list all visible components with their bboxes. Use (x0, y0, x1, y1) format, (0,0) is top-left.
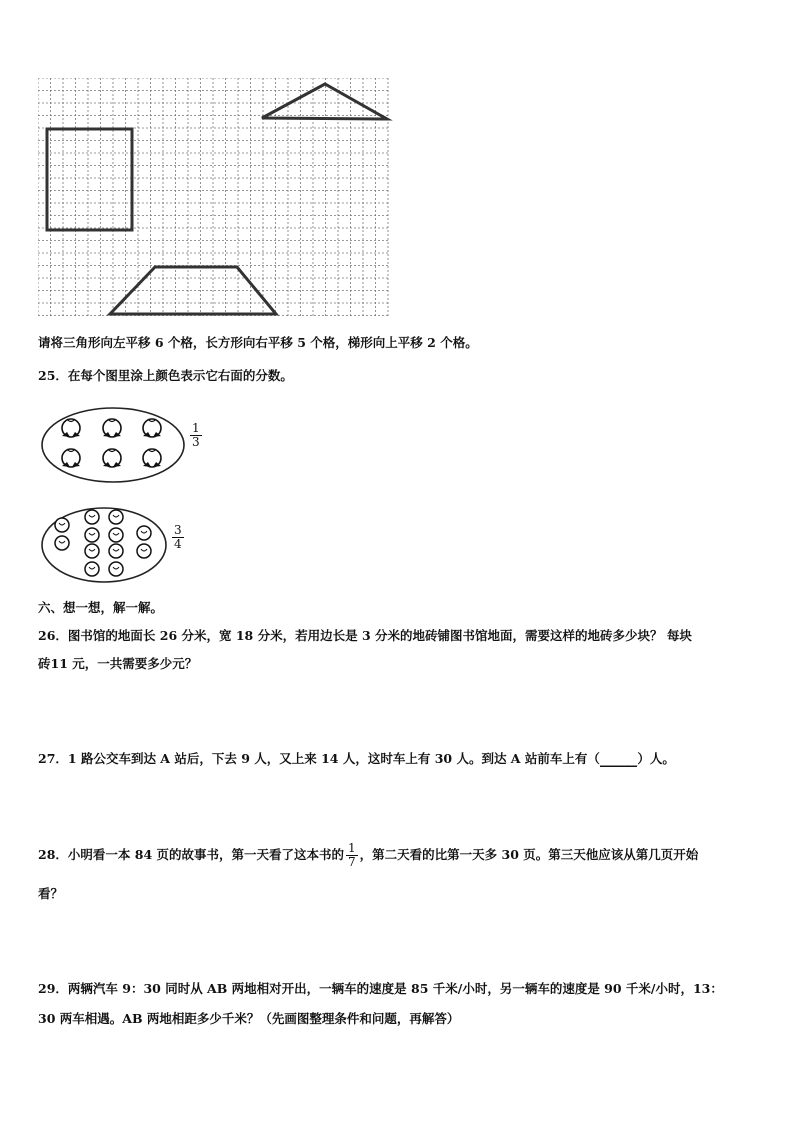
answer-blank[interactable]: ______ (599, 751, 638, 766)
peach-group (62, 419, 161, 467)
q29-line2: 30 两车相遇。AB 两地相距多少千米？（先画图整理条件和问题，再解答） (38, 1011, 460, 1026)
grid-lines (38, 78, 388, 316)
apple-icon (85, 562, 99, 576)
q24-instruction: 请将三角形向左平移 6 个格，长方形向右平移 5 个格，梯形向上平移 2 个格。 (38, 335, 478, 350)
rectangle-shape (47, 129, 132, 230)
section-six-title: 六、想一想，解一解。 (38, 600, 164, 615)
apple-icon (55, 536, 69, 550)
fraction-one-third (188, 422, 204, 449)
apple-oval-figure (40, 505, 170, 585)
q27-text-after: ）人。 (637, 751, 675, 766)
peach-icon (62, 419, 80, 437)
peach-icon (62, 449, 80, 467)
apple-icon (109, 510, 123, 524)
triangle-shape (262, 84, 387, 119)
apple-group (55, 510, 151, 576)
apple-icon (109, 528, 123, 542)
fraction-numerator: 3 (174, 523, 182, 537)
q28-text-after: ，第二天看的比第一天多 30 页。第三天他应该从第几页开始 (359, 847, 699, 862)
apple-icon (109, 562, 123, 576)
apple-icon (137, 544, 151, 558)
peach-icon (143, 419, 161, 437)
peach-icon (143, 449, 161, 467)
fraction-three-fourths (170, 524, 186, 551)
fraction-numerator: 1 (348, 841, 356, 855)
apple-icon (109, 544, 123, 558)
peach-icon (103, 419, 121, 437)
fraction-denominator: 7 (348, 855, 356, 869)
translation-grid-figure (38, 78, 398, 318)
q26-line1: 26．图书馆的地面长 26 分米，宽 18 分米，若用边长是 3 分米的地砖铺图书馆地面，需要这样的地砖多少块？ 每块 (38, 628, 692, 643)
apple-icon (85, 510, 99, 524)
q28-text-before: 28．小明看一本 84 页的故事书，第一天看了这本书的 (38, 847, 344, 862)
fraction-denominator: 3 (192, 435, 200, 449)
q26-line2: 砖11 元，一共需要多少元？ (38, 656, 198, 671)
peach-icon (103, 449, 121, 467)
q25-prompt: 25．在每个图里涂上颜色表示它右面的分数。 (38, 368, 293, 383)
apple-icon (85, 528, 99, 542)
fraction-numerator: 1 (192, 421, 200, 435)
apple-icon (55, 518, 69, 532)
fraction-one-seventh (346, 842, 358, 869)
peach-oval-figure (40, 405, 190, 485)
q27-text-before: 27．1 路公交车到达 A 站后，下去 9 人，又上来 14 人，这时车上有 30 人。到达 A 站前车上有（ (38, 751, 600, 766)
apple-icon (137, 526, 151, 540)
q28-line1 (38, 842, 698, 869)
q29-line1: 29．两辆汽车 9：30 同时从 AB 两地相对开出，一辆车的速度是 85 千米/小时，另一辆车的速度是 90 千米/小时，13： (38, 981, 723, 996)
apple-icon (85, 544, 99, 558)
fraction-denominator: 4 (174, 537, 182, 551)
q27-text (38, 749, 675, 767)
q28-line2: 看？ (38, 886, 64, 901)
